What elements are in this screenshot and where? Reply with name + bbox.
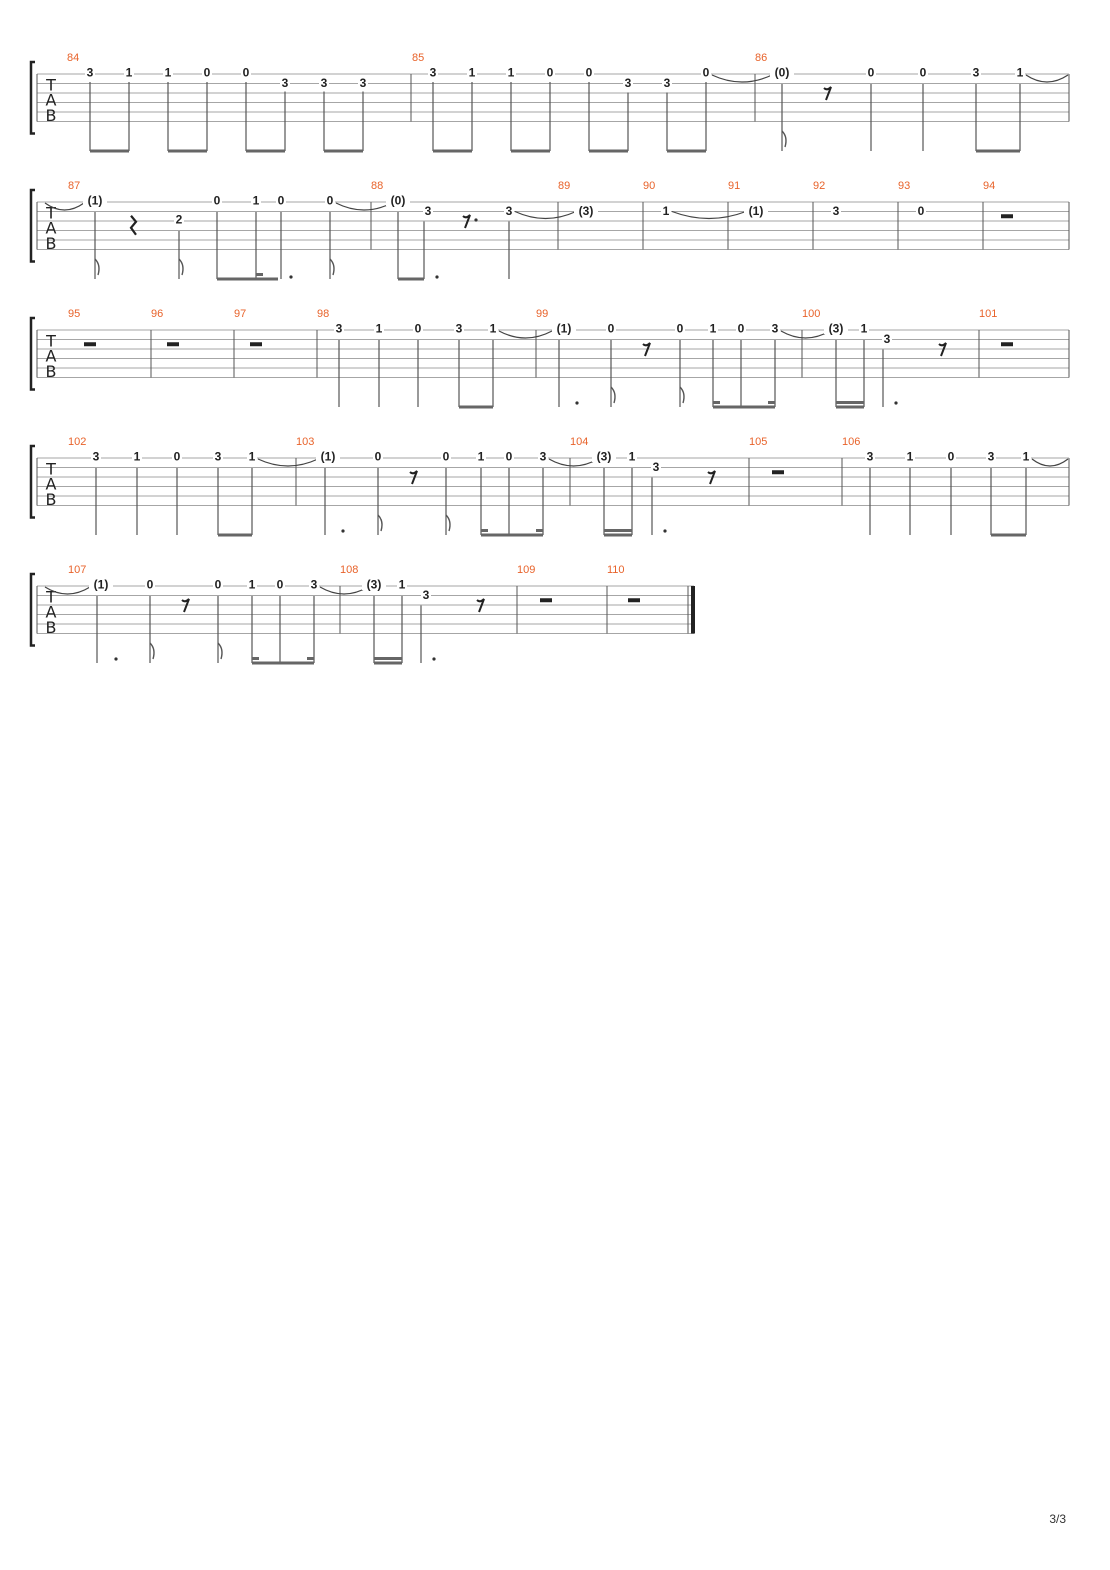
fret-number: 3 [429,65,437,80]
eighth-rest [708,471,715,484]
measure-number: 100 [802,308,821,320]
fret-number: 1 [248,577,256,592]
measure-number: 94 [983,180,996,192]
measure-number: 103 [296,436,315,448]
beam [976,150,1020,153]
fret-number: 0 [505,449,513,464]
fret-number: 0 [947,449,955,464]
fret-number: 3 [505,204,513,218]
beam [713,406,775,409]
flag [150,643,154,659]
measure-number: 98 [317,308,330,320]
beam-fragment [307,657,314,660]
flag [218,643,222,659]
augmentation-dot [575,401,578,404]
fret-number: (1) [556,321,572,336]
beam [604,534,632,537]
tab-clef-letter: B [45,233,57,253]
fret-number: 1 [709,321,717,336]
fret-number: 1 [477,449,485,464]
fret-number: 3 [972,65,980,80]
beam [511,150,550,153]
fret-number: 1 [125,65,133,80]
measure-number: 97 [234,308,247,320]
half-rest [167,342,179,346]
tie [672,212,746,219]
tab-clef-letter: A [45,474,57,494]
fret-number: 0 [173,449,181,464]
measure-number: 86 [755,52,768,64]
beam-fragment [252,657,259,660]
fret-number: (0) [390,193,406,208]
measure-number: 90 [643,180,656,192]
half-rest [540,598,552,602]
system-bracket [31,318,35,390]
fret-number: 1 [1016,65,1024,80]
measure-number: 93 [898,180,911,192]
fret-number: (1) [320,449,336,464]
fret-number: 3 [771,321,779,336]
augmentation-dot [894,401,897,404]
beam-fragment [768,401,775,404]
beam [218,534,252,537]
eighth-rest [643,343,650,356]
fret-number: 3 [320,76,328,90]
half-rest [772,470,784,474]
beam [374,657,402,660]
half-rest [1001,342,1013,346]
fret-number: 1 [507,65,515,80]
fret-number: 1 [662,204,670,218]
augmentation-dot [474,218,477,221]
fret-number: 0 [276,577,284,592]
fret-number: (1) [93,577,109,592]
tab-clef-letter: A [45,218,57,238]
fret-number: (3) [828,321,844,336]
fret-number: 0 [676,321,684,336]
beam [604,529,632,532]
fret-number: (1) [87,193,103,208]
measure-number: 87 [68,180,81,192]
measure-number: 109 [517,564,536,576]
fret-number: 0 [414,321,422,336]
fret-number: 1 [164,65,172,80]
measure-number: 92 [813,180,826,192]
measure-number: 102 [68,436,87,448]
fret-number: (1) [748,204,764,218]
beam [90,150,129,153]
fret-number: 1 [906,449,914,464]
beam [433,150,472,153]
fret-number: 0 [919,65,927,80]
half-rest [250,342,262,346]
fret-number: 0 [607,321,615,336]
tie [1032,459,1068,466]
fret-number: (0) [774,65,790,80]
fret-number: 0 [242,65,250,80]
beam [481,534,543,537]
beam [667,150,706,153]
fret-number: 0 [326,193,334,208]
eighth-rest [824,87,831,100]
beam-fragment [481,529,488,532]
system-bracket [31,190,35,262]
fret-number: 3 [335,321,343,336]
fret-number: (3) [578,204,594,218]
beam [836,406,864,409]
fret-number: 3 [422,588,430,602]
tie [712,75,772,82]
tab-clef-letter: A [45,346,57,366]
beam [246,150,285,153]
measure-number: 105 [749,436,768,448]
fret-number: (3) [596,449,612,464]
fret-number: 0 [214,577,222,592]
tab-clef-letter: T [46,459,56,479]
fret-number: 3 [281,76,289,90]
fret-number: 0 [585,65,593,80]
eighth-rest [182,599,189,612]
fret-number: 3 [455,321,463,336]
measure-number: 110 [607,564,625,576]
fret-number: 0 [374,449,382,464]
augmentation-dot [435,275,438,278]
tie [336,203,392,210]
tie [1026,75,1068,82]
fret-number: 3 [92,449,100,464]
eighth-rest [410,471,417,484]
beam-fragment [256,273,263,276]
page-number: 3/3 [1049,1512,1066,1526]
fret-number: 1 [489,321,497,336]
beam [836,401,864,404]
tie [781,331,830,338]
tab-clef-letter: B [45,489,57,509]
tie [515,212,576,219]
tie [549,459,598,466]
fret-number: (3) [366,577,382,592]
augmentation-dot [341,529,344,532]
tab-clef-letter: A [45,602,57,622]
fret-number: 3 [652,460,660,474]
beam [374,662,402,665]
fret-number: 0 [213,193,221,208]
fret-number: 3 [310,577,318,592]
beam-fragment [536,529,543,532]
fret-number: 2 [175,212,183,227]
measure-number: 107 [68,564,87,576]
fret-number: 1 [248,449,256,464]
fret-number: 0 [702,65,710,80]
tab-clef-letter: T [46,203,56,223]
fret-number: 1 [468,65,476,80]
fret-number: 3 [539,449,547,464]
measure-number: 89 [558,180,571,192]
fret-number: 3 [214,449,222,464]
measure-number: 91 [728,180,741,192]
eighth-rest [477,599,484,612]
beam [252,662,314,665]
measure-number: 99 [536,308,549,320]
fret-number: 1 [860,321,868,336]
system-bracket [31,446,35,518]
eighth-rest [939,343,946,356]
measure-number: 84 [67,52,80,64]
measure-number: 95 [68,308,81,320]
fret-number: 0 [867,65,875,80]
fret-number: 0 [737,321,745,336]
fret-number: 1 [252,193,260,208]
fret-number: 3 [866,449,874,464]
measure-number: 85 [412,52,425,64]
fret-number: 3 [987,449,995,464]
fret-number: 3 [832,204,840,218]
tie [499,331,552,338]
augmentation-dot [663,529,666,532]
tab-clef-letter: B [45,105,57,125]
augmentation-dot [114,657,117,660]
fret-number: 1 [398,577,406,592]
fret-number: 3 [883,332,891,346]
beam [324,150,363,153]
beam-fragment [713,401,720,404]
fret-number: 1 [1022,449,1030,464]
measure-number: 106 [842,436,861,448]
tab-clef-letter: T [46,75,56,95]
half-rest [1001,214,1013,218]
beam [459,406,493,409]
system-bracket [31,62,35,134]
final-barline-thick [691,586,695,634]
beam [589,150,628,153]
tab-clef-letter: T [46,331,56,351]
tie [320,587,368,594]
measure-number: 108 [340,564,359,576]
fret-number: 3 [424,204,432,218]
measure-number: 101 [979,308,998,320]
tab-clef-letter: A [45,90,57,110]
flag [179,259,183,275]
fret-number: 0 [146,577,154,592]
augmentation-dot [289,275,292,278]
fret-number: 1 [133,449,141,464]
fret-number: 1 [628,449,636,464]
fret-number: 3 [86,65,94,80]
tab-clef-letter: B [45,617,57,637]
tab-clef-letter: T [46,587,56,607]
half-rest [628,598,640,602]
measure-number: 104 [570,436,589,448]
half-rest [84,342,96,346]
eighth-rest [463,215,470,228]
measure-number: 96 [151,308,164,320]
fret-number: 0 [277,193,285,208]
fret-number: 3 [624,76,632,90]
fret-number: 1 [375,321,383,336]
beam [398,278,424,281]
quarter-rest [131,216,136,235]
fret-number: 3 [663,76,671,90]
measure-number: 88 [371,180,384,192]
beam [168,150,207,153]
beam [217,278,278,281]
beam [991,534,1026,537]
fret-number: 0 [442,449,450,464]
tab-clef-letter: B [45,361,57,381]
system-bracket [31,574,35,646]
fret-number: 0 [546,65,554,80]
augmentation-dot [432,657,435,660]
fret-number: 0 [917,204,925,218]
fret-number: 0 [203,65,211,80]
tie [258,459,318,466]
fret-number: 3 [359,76,367,90]
